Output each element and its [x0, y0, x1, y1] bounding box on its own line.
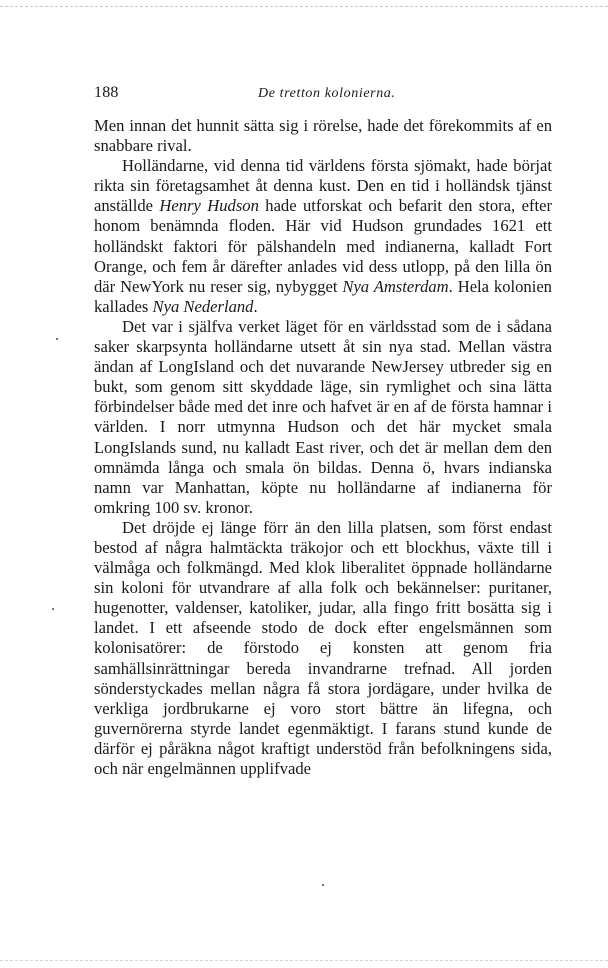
page-number: 188 — [94, 84, 119, 101]
paragraph — [94, 116, 552, 156]
text-run: Det var i själfva verket läget för en världsstad som de i sådana saker skarpsynta holländarne utsett åt sin nya stad. Mellan västra ändan af LongIsland och det nuvarande NewJersey utbreder sig en bukt, som genom sitt skyddade läge, sin rymlighet och sina lätta förbindelser både med det inre och hafvet är en af de första hamnar i världen. I norr utmynna Hudson och det här mycket smala LongIslands sund, nu kalladt East river, och det är mellan dem den omnämda långa och smala ön bildas. Denna ö, hvars indianska namn var Manhattan, köpte nu holländarne af indianerna för omkring 100 sv. kronor. — [94, 316, 552, 517]
italic-text: Nya Amsterdam — [342, 276, 449, 296]
text-run: Men innan det hunnit sätta sig i rörelse, hade det förekommits af en snabbare rival. — [94, 116, 552, 156]
running-head: De tretton kolonierna. — [258, 86, 396, 101]
text-run: hade utforskat och befarit den stora, efter honom benämnda floden. Här vid Hudson grundades 1621 ett holländskt faktori för pälshandeln med indianerna, kalladt Fort Orange, och fem år därefter anlades vid dess utlopp, på den lilla ön där NewYork nu reser sig, nybygget — [94, 196, 552, 296]
page-header — [94, 84, 552, 108]
text-run: Det dröjde ej länge förr än den lilla platsen, som först endast bestod af några halmtäckta träkojor och ett blockhus, växte till i välmåga och folkmängd. Med klok liberalitet öppnade holländarne sin koloni för utvandrare af alla folk och bekännelser: puritaner, hugenotter, valdenser, katoliker, judar, alla fingo fritt bosätta sig i landet. I ett afseende stodo de dock efter engelsmännen som kolonisatörer: de förstodo ej konsten att genom fria samhällsinrättningar bereda invandrarne trefnad. All jorden sönderstyckades mellan några få stora jordägare, under hvilka de verkliga jordbrukarne ej voro stort bättre än lifegna, och guvernörerna styrde landet egenmäktigt. I farans stund kunde de därför ej påräkna något kraftigt understöd från befolkningens sida, och när engelmännen upplifvade — [94, 517, 552, 778]
scan-speck — [52, 608, 54, 610]
scan-edge-bottom — [0, 960, 608, 961]
body-text — [94, 116, 552, 779]
text-run: . Hela kolonien kallades — [94, 276, 552, 316]
italic-text: Nya Nederland — [152, 296, 254, 316]
scan-speck — [56, 338, 58, 340]
scan-speck — [322, 884, 324, 886]
scan-edge-top — [0, 6, 608, 7]
paragraph — [94, 156, 552, 317]
italic-text: Henry Hudson — [159, 196, 259, 216]
text-run: Holländarne, vid denna tid världens första sjömakt, hade börjat rikta sin företagsamhet åt denna kust. Den en tid i holländsk tjänst anställde — [94, 156, 552, 216]
paragraph — [94, 317, 552, 518]
paragraph — [94, 518, 552, 779]
text-run: . — [253, 296, 258, 316]
